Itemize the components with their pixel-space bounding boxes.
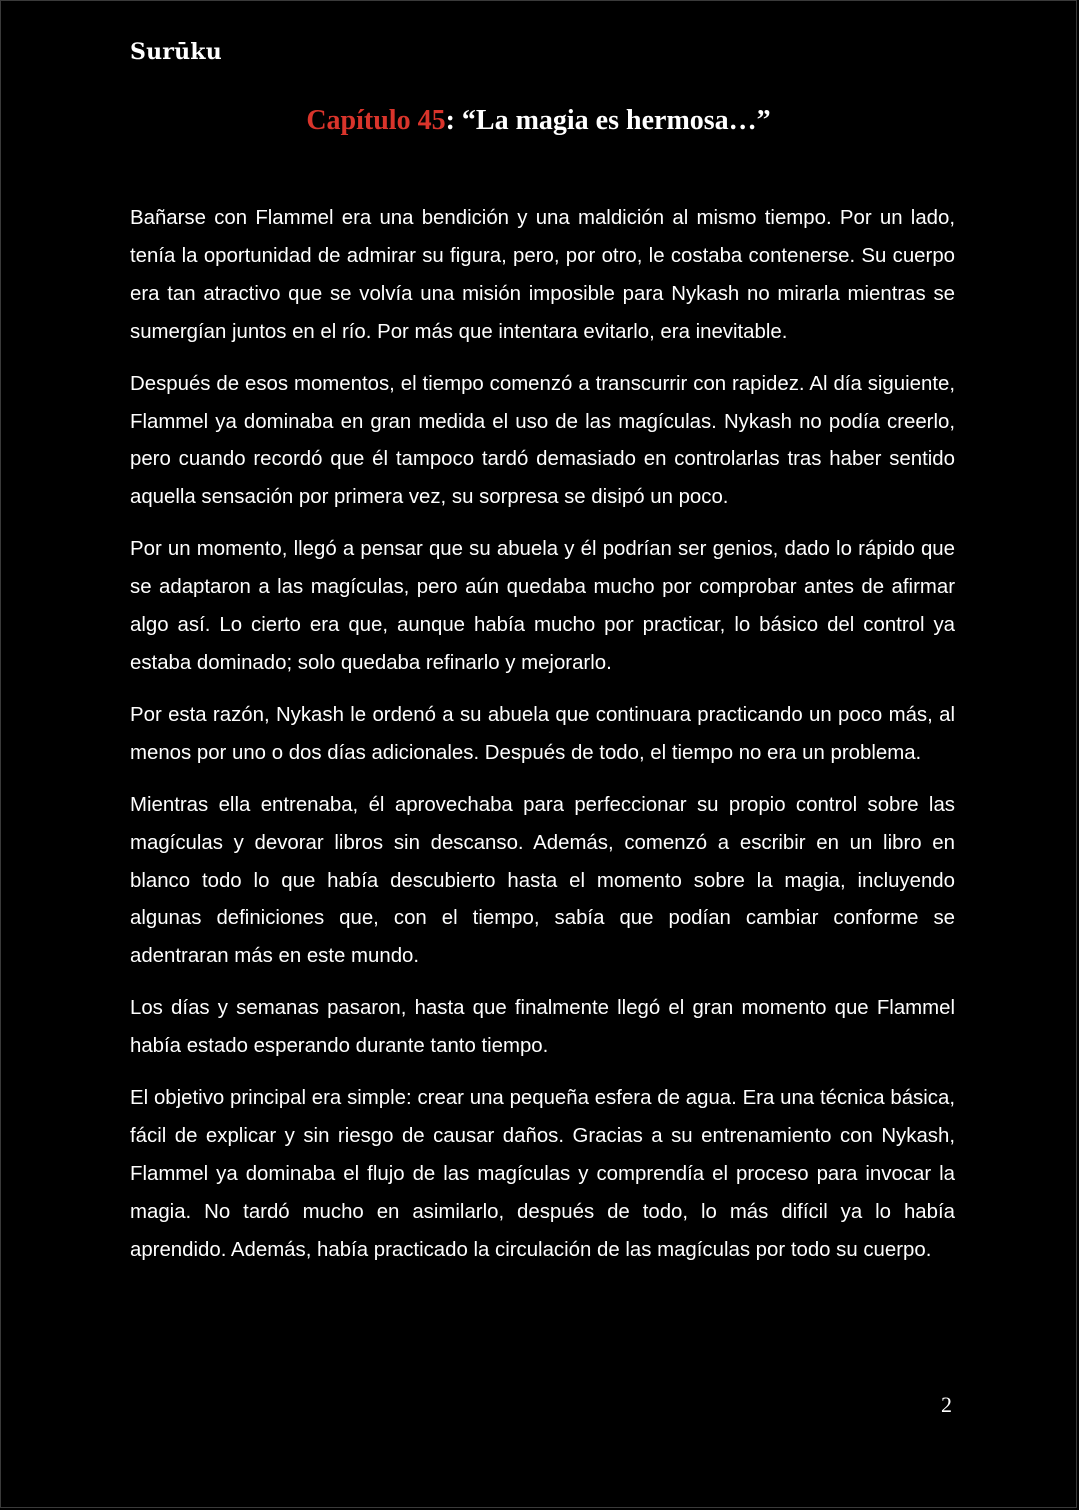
paragraph: Mientras ella entrenaba, él aprovechaba para perfeccionar su propio control sobre las magículas y devorar libros sin descanso. Además, comenzó a escribir en un libro en blanco todo lo que había descubierto hasta el momento sobre la magia, incluyendo algunas definiciones que, con el tiempo, sabía que podían cambiar conforme se adentraran más en este mundo. — [130, 793, 955, 968]
paragraph: Por un momento, llegó a pensar que su abuela y él podrían ser genios, dado lo rápido que se adaptaron a las magículas, pero aún quedaba mucho por comprobar antes de afirmar algo así. Lo cierto era que, aunque había mucho por practicar, lo básico del control ya estaba dominado; solo quedaba refinarlo y mejorarlo. — [130, 538, 955, 674]
chapter-title — [1, 105, 1076, 137]
chapter-name: “La magia es hermosa…” — [461, 105, 771, 136]
chapter-separator: : — [445, 105, 462, 136]
paragraph: Los días y semanas pasaron, hasta que finalmente llegó el gran momento que Flammel había estado esperando durante tanto tiempo. — [130, 997, 955, 1058]
page-number: 2 — [941, 1392, 952, 1417]
paragraph: Después de esos momentos, el tiempo comenzó a transcurrir con rapidez. Al día siguiente, Flammel ya dominaba en gran medida el uso de las magículas. Nykash no podía creerlo, pero cuando recordó que él tampoco tardó demasiado en controlarlas tras haber sentido aquella sensación por primera vez, su sorpresa se disipó un poco. — [130, 372, 955, 509]
paragraph: Por esta razón, Nykash le ordenó a su abuela que continuara practicando un poco más, al menos por uno o dos días adicionales. Después de todo, el tiempo no era un problema. — [130, 703, 955, 764]
chapter-number: Capítulo 45 — [306, 105, 446, 136]
paragraph: El objetivo principal era simple: crear una pequeña esfera de agua. Era una técnica básica, fácil de explicar y sin riesgo de causar daños. Gracias a su entrenamiento con Nykash, Flammel ya dominaba el flujo de las magículas y comprendía el proceso para invocar la magia. No tardó mucho en asimilarlo, después de todo, lo más difícil ya lo había aprendido. Además, había practicado la circulación de las magículas por todo su cuerpo. — [130, 1087, 955, 1261]
page-header-author: Surūku — [130, 39, 222, 65]
chapter-body — [130, 200, 955, 1284]
paragraph: Bañarse con Flammel era una bendición y una maldición al mismo tiempo. Por un lado, tenía la oportunidad de admirar su figura, pero, por otro, le costaba contenerse. Su cuerpo era tan atractivo que se volvía una misión imposible para Nykash no mirarla mientras se sumergían juntos en el río. Por más que intentara evitarlo, era inevitable. — [130, 207, 955, 343]
